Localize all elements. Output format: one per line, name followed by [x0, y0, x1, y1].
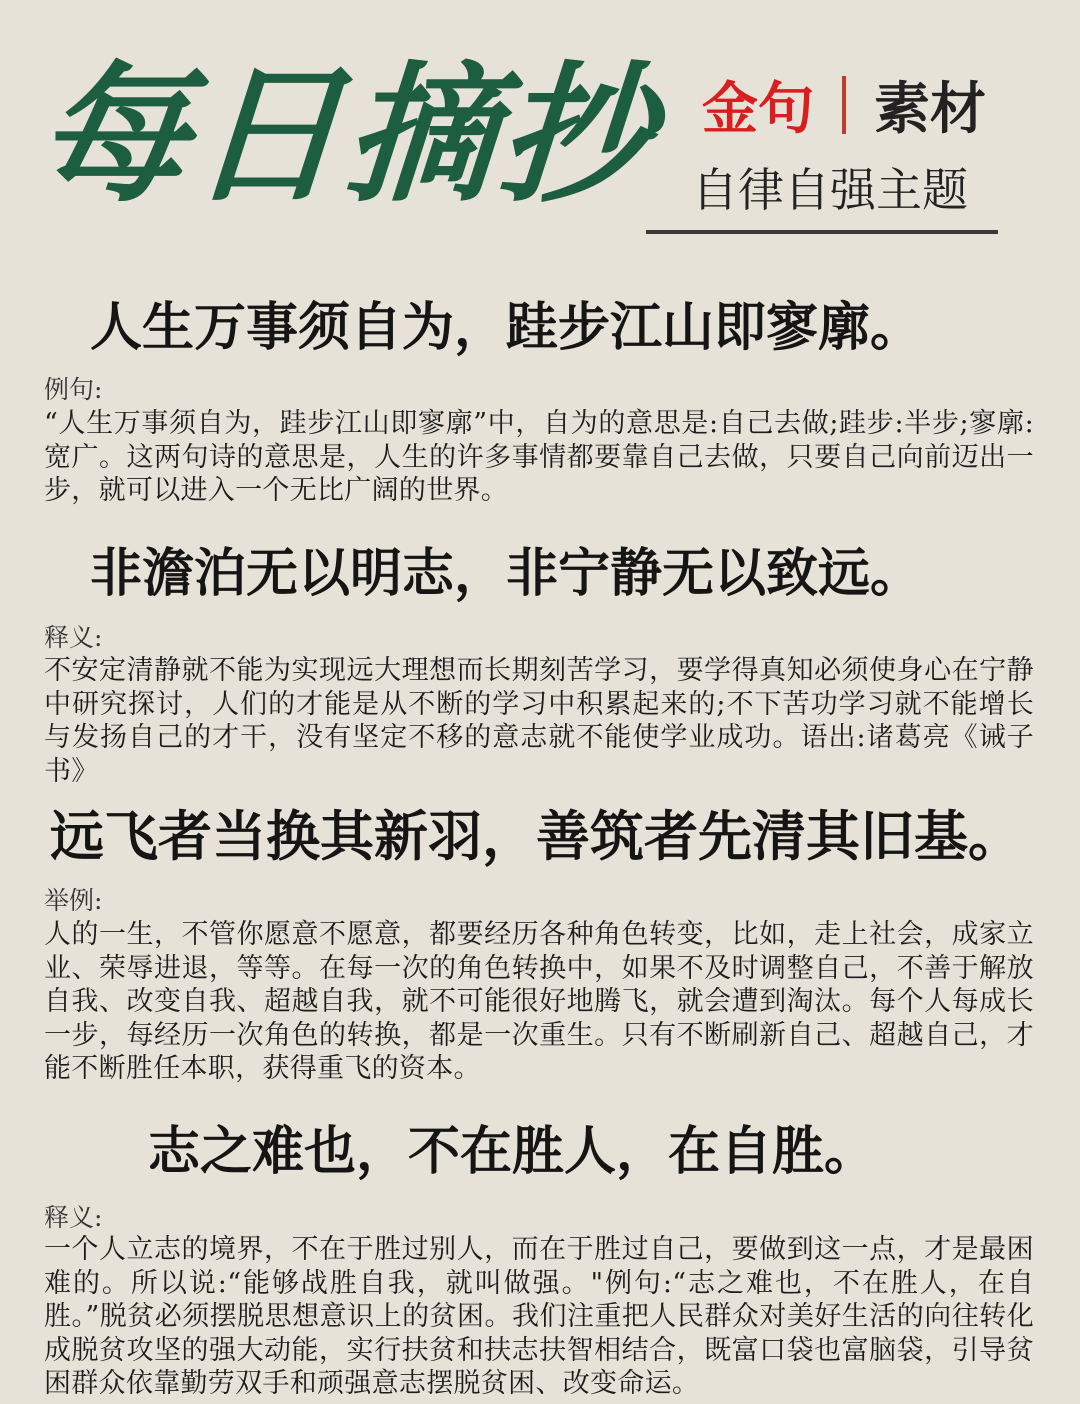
tag-golden-sentence: 金句	[702, 77, 814, 142]
label-2: 释义:	[44, 623, 103, 652]
label-3: 举例:	[44, 886, 103, 915]
paragraph-3: 人的一生，不管你愿意不愿意，都要经历各种角色转变，比如，走上社会，成家立业、荣辱进退，等等。在每一次的角色转换中，如果不及时调整自己，不善于解放自我、改变自我、超越自我，就不可能很好地腾飞，就会遭到淘汰。每个人每成长一步，每经历一次角色的转换，都是一次重生。只有不断刷新自己、超越自己，才能不断胜任本职，获得重飞的资本。	[44, 919, 1034, 1084]
label-1: 例句:	[44, 375, 103, 404]
tag-material: 素材	[874, 77, 986, 142]
subtitle-underline	[646, 230, 998, 234]
quote-4: 志之难也，不在胜人，在自胜。	[148, 1121, 877, 1182]
quote-2: 非澹泊无以明志，非宁静无以致远。	[90, 543, 923, 604]
page-subtitle: 自律自强主题	[692, 163, 968, 217]
tag-divider	[842, 76, 846, 134]
paragraph-2: 不安定清静就不能为实现远大理想而长期刻苦学习，要学得真知必须使身心在宁静中研究探讨，人们的才能是从不断的学习中积累起来的;不下苦功学习就不能增长与发扬自己的才干，没有坚定不移的意志就不能使学业成功。语出:诸葛亮《诫子书》	[44, 655, 1034, 787]
header-tags	[702, 70, 986, 140]
page-title: 每日摘抄	[31, 47, 661, 223]
paragraph-4: 一个人立志的境界，不在于胜过别人，而在于胜过自己，要做到这一点，才是最困难的。所以说:“能够战胜自我，就叫做强。"例句:“志之难也，不在胜人，在自胜。”脱贫必须摆脱思想意识上的贫困。我们注重把人民群众对美好生活的向往转化成脱贫攻坚的强大动能，实行扶贫和扶志扶智相结合，既富口袋也富脑袋，引导贫困群众依靠勤劳双手和顽强意志摆脱贫困、改变命运。	[44, 1234, 1034, 1399]
label-4: 释义:	[44, 1203, 103, 1232]
paragraph-1: “人生万事须自为，跬步江山即寥廓”中，自为的意思是:自己去做;跬步:半步;寥廓:宽广。这两句诗的意思是，人生的许多事情都要靠自己去做，只要自己向前迈出一步，就可以进入一个无比广阔的世界。	[44, 408, 1034, 506]
quote-1: 人生万事须自为，跬步江山即寥廓。	[90, 297, 923, 358]
quote-3: 远飞者当换其新羽，善筑者先清其旧基。	[50, 804, 1022, 868]
